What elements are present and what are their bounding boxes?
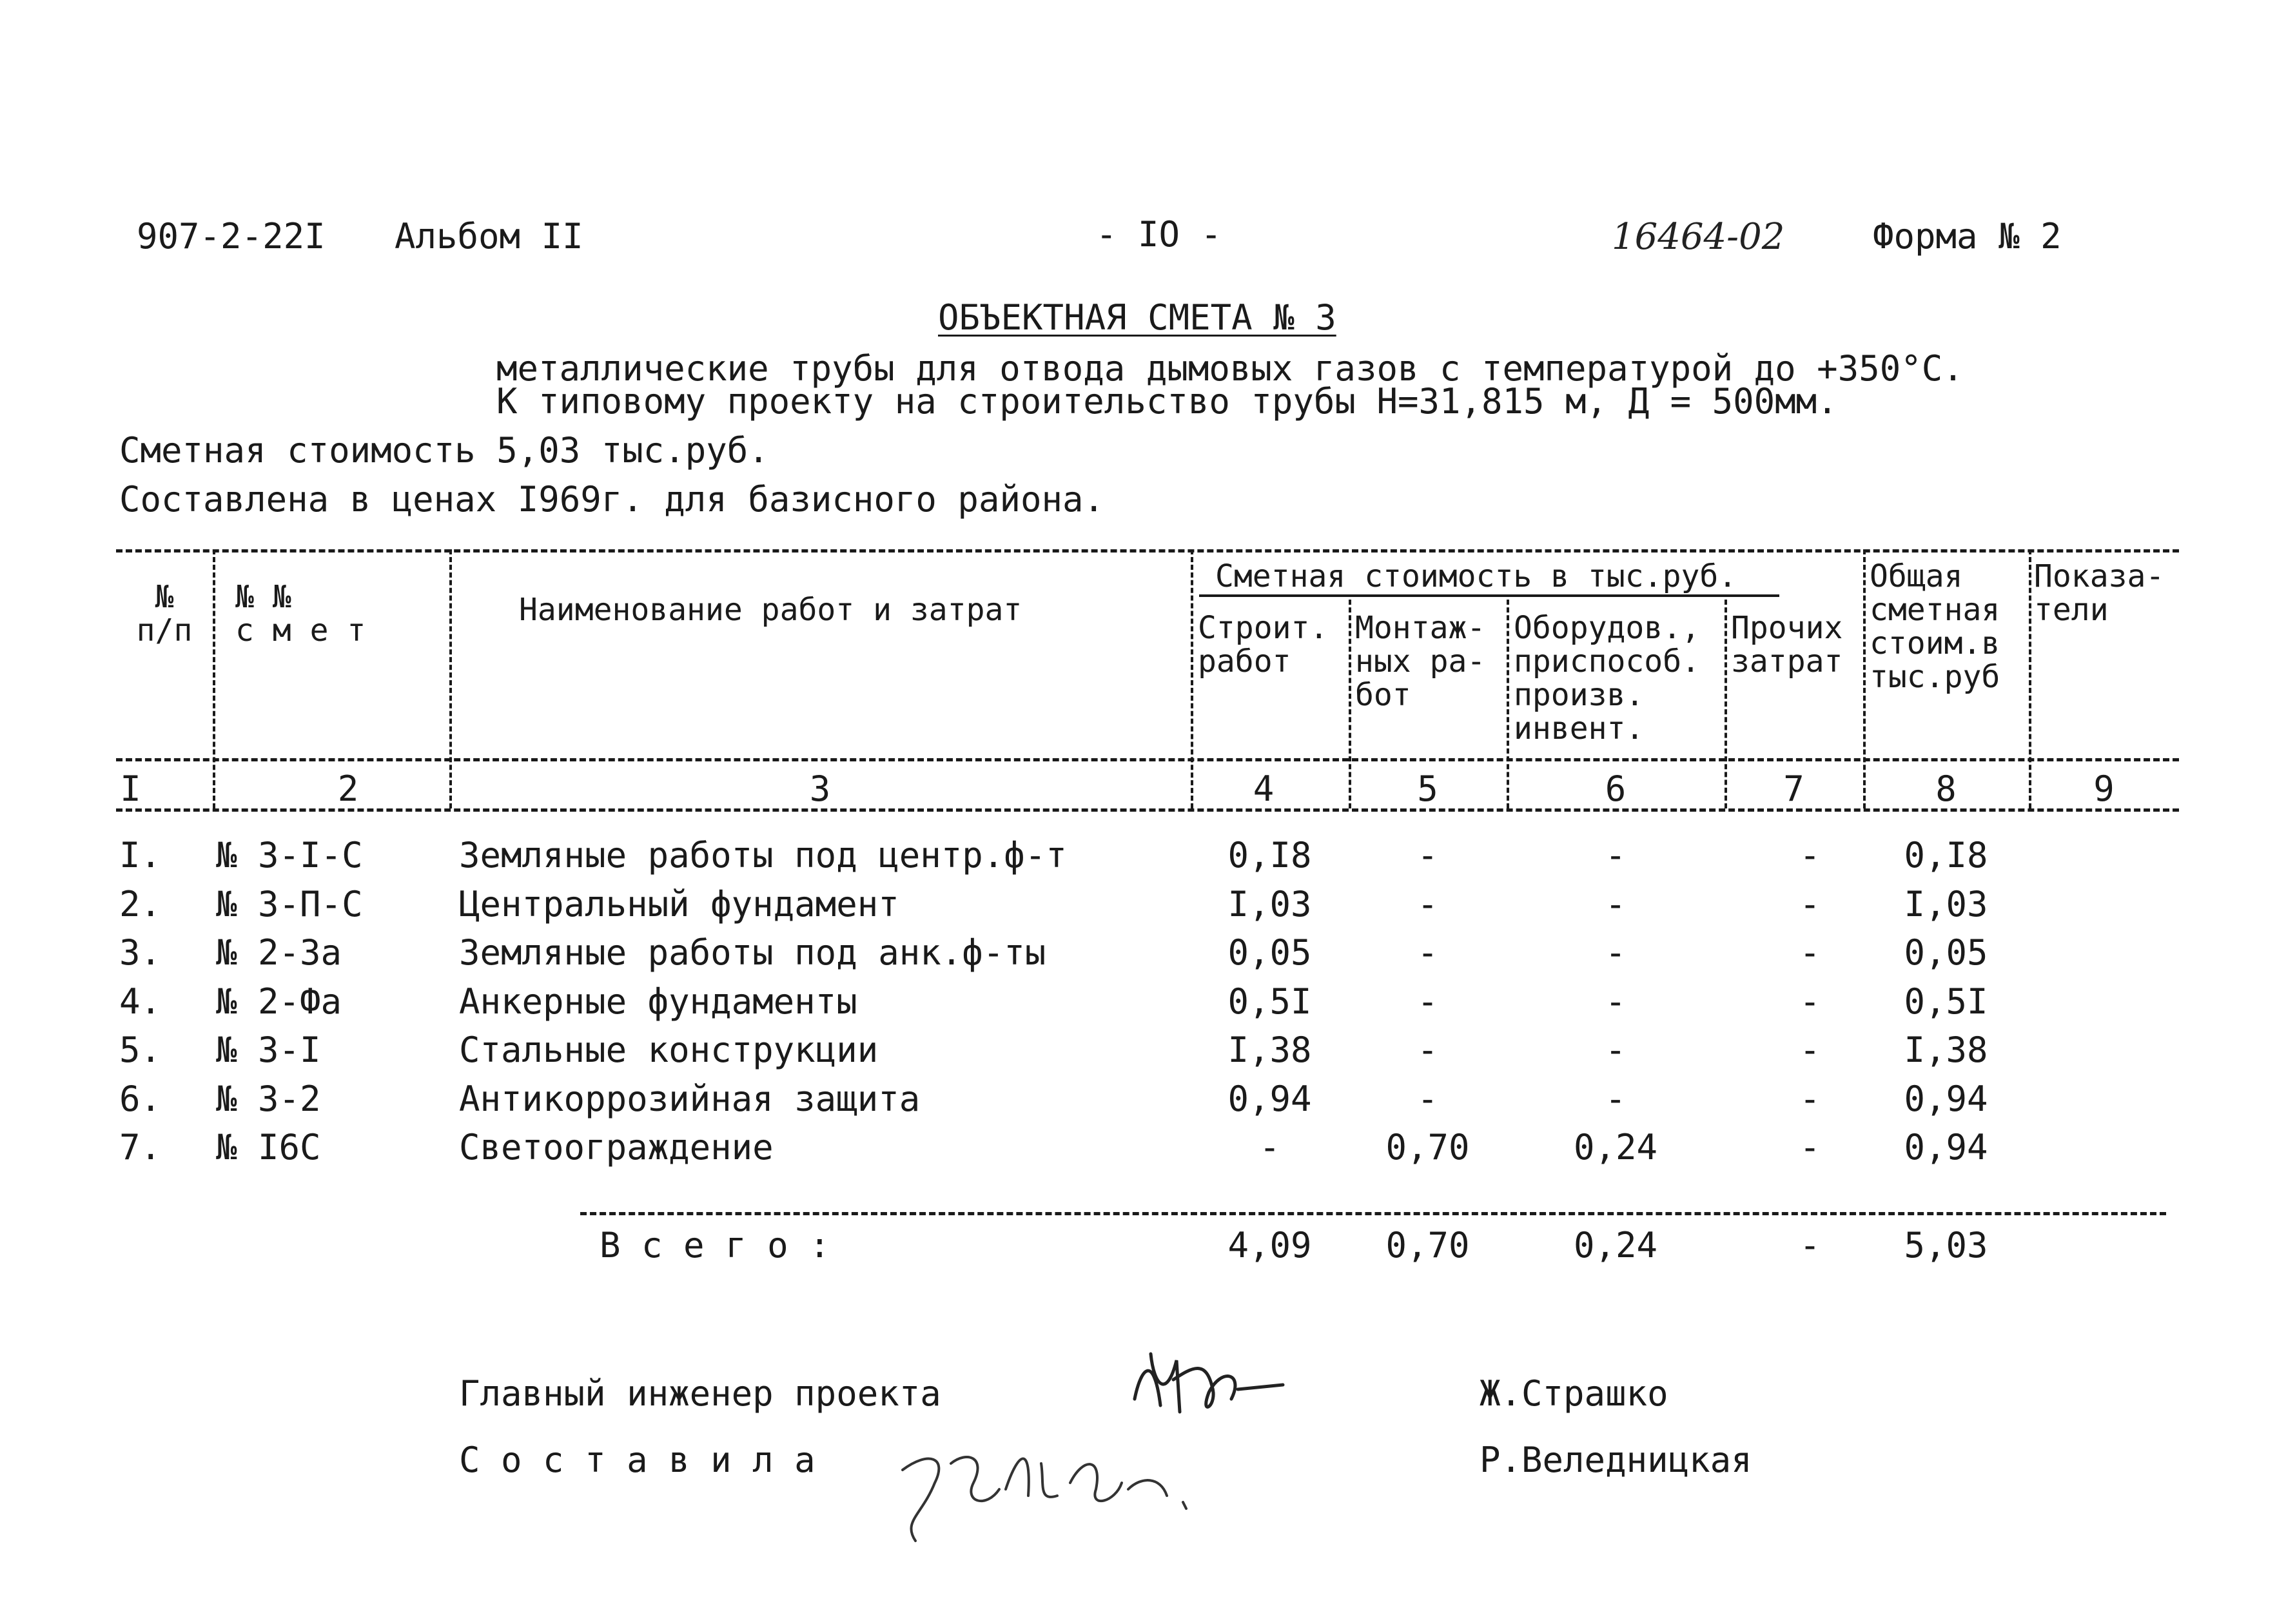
col-number-3: 3 bbox=[809, 768, 831, 809]
chief-engineer-label: Главный инженер проекта bbox=[459, 1373, 941, 1414]
row-name: Светоограждение bbox=[459, 1127, 774, 1168]
row-c4: I,38 bbox=[1227, 1030, 1312, 1070]
row-c4: 0,94 bbox=[1227, 1078, 1312, 1119]
row-c5: 0,70 bbox=[1385, 1127, 1470, 1168]
handwritten-number: 16464-02 bbox=[1612, 216, 1785, 258]
group-header-rule bbox=[1199, 594, 1779, 597]
title-line-1: металлические трубы для отвода дымовых газов с температурой до +350°C. bbox=[496, 348, 1964, 389]
col-header-name: Наименование работ и затрат bbox=[519, 592, 1022, 628]
col-number-6: 6 bbox=[1605, 768, 1627, 809]
row-c6: - bbox=[1605, 835, 1627, 876]
row-c6: - bbox=[1605, 1078, 1627, 1119]
row-number: 6. bbox=[119, 1078, 162, 1119]
row-smeta: № 3-2 bbox=[216, 1078, 321, 1119]
total-rule bbox=[580, 1212, 2166, 1215]
total-c6: 0,24 bbox=[1573, 1225, 1658, 1266]
header-bottom-rule bbox=[116, 758, 2179, 761]
album-label: Альбом II bbox=[395, 216, 583, 257]
row-c5: - bbox=[1417, 1078, 1438, 1119]
col-header-smet: № № с м е т bbox=[235, 579, 366, 649]
row-c4: - bbox=[1259, 1127, 1280, 1168]
row-c5: - bbox=[1417, 981, 1438, 1022]
doc-code: 907-2-22I bbox=[137, 216, 326, 257]
col-header-9: Показа- тели bbox=[2034, 558, 2165, 628]
row-c8: 0,05 bbox=[1904, 932, 1988, 973]
col-number-9: 9 bbox=[2093, 768, 2115, 809]
row-name: Центральный фундамент bbox=[459, 883, 899, 925]
row-c6: 0,24 bbox=[1573, 1127, 1658, 1168]
row-c8: 0,94 bbox=[1904, 1078, 1988, 1119]
row-c7: - bbox=[1799, 981, 1821, 1022]
total-label: В с е г о : bbox=[600, 1225, 830, 1266]
row-c8: 0,I8 bbox=[1904, 835, 1988, 876]
row-number: 4. bbox=[119, 981, 162, 1022]
col-header-8: Общая сметная стоим.в тыс.руб bbox=[1870, 558, 2000, 695]
row-c6: - bbox=[1605, 1030, 1627, 1070]
row-smeta: № 3-I-С bbox=[216, 835, 363, 876]
row-smeta: № I6С bbox=[216, 1127, 321, 1168]
row-c4: I,03 bbox=[1227, 883, 1312, 925]
col-header-7: Прочих затрат bbox=[1731, 610, 1843, 680]
table-top-rule bbox=[116, 549, 2179, 553]
col-divider-3 bbox=[1191, 549, 1193, 808]
estimate-heading: ОБЪЕКТНАЯ СМЕТА № 3 bbox=[938, 297, 1336, 338]
col-number-5: 5 bbox=[1417, 768, 1438, 809]
row-c4: 0,I8 bbox=[1227, 835, 1312, 876]
compiler-signature bbox=[890, 1412, 1225, 1567]
row-c8: 0,94 bbox=[1904, 1127, 1988, 1168]
prices-note: Составлена в ценах I969г. для базисного района. bbox=[119, 479, 1105, 520]
total-c8: 5,03 bbox=[1904, 1225, 1988, 1266]
row-c5: - bbox=[1417, 1030, 1438, 1070]
row-smeta: № 3-П-С bbox=[216, 883, 363, 925]
row-name: Земляные работы под анк.ф-ты bbox=[459, 932, 1046, 973]
row-name: Стальные конструкции bbox=[459, 1030, 879, 1070]
total-c5: 0,70 bbox=[1385, 1225, 1470, 1266]
row-c5: - bbox=[1417, 932, 1438, 973]
chief-engineer-name: Ж.Страшко bbox=[1480, 1373, 1668, 1414]
col-header-6: Оборудов., приспособ. произв. инвент. bbox=[1514, 610, 1700, 747]
row-c8: 0,5I bbox=[1904, 981, 1988, 1022]
row-c5: - bbox=[1417, 883, 1438, 925]
row-name: Анкерные фундаменты bbox=[459, 981, 857, 1022]
col-header-group: Сметная стоимость в тыс.руб. bbox=[1215, 558, 1737, 594]
row-c7: - bbox=[1799, 932, 1821, 973]
col-number-1: I bbox=[120, 768, 141, 809]
col-header-4: Строит. работ bbox=[1198, 610, 1329, 680]
compiled-by-label: С о с т а в и л а bbox=[459, 1440, 816, 1480]
row-c4: 0,5I bbox=[1227, 981, 1312, 1022]
estimated-cost: Сметная стоимость 5,03 тыс.руб. bbox=[119, 430, 769, 471]
row-c7: - bbox=[1799, 835, 1821, 876]
col-number-4: 4 bbox=[1253, 768, 1275, 809]
col-divider-1 bbox=[213, 549, 215, 808]
row-number: 3. bbox=[119, 932, 162, 973]
row-smeta: № 3-I bbox=[216, 1030, 321, 1070]
row-name: Антикоррозийная защита bbox=[459, 1078, 921, 1119]
col-header-num: № п/п bbox=[136, 579, 193, 649]
row-smeta: № 2-Фа bbox=[216, 981, 342, 1022]
row-c8: I,03 bbox=[1904, 883, 1988, 925]
row-c6: - bbox=[1605, 981, 1627, 1022]
row-smeta: № 2-3а bbox=[216, 932, 342, 973]
row-c5: - bbox=[1417, 835, 1438, 876]
title-line-2: К типовому проекту на строительство трубы Н=31,815 м, Д = 500мм. bbox=[496, 381, 1838, 422]
row-c8: I,38 bbox=[1904, 1030, 1988, 1070]
col-number-8: 8 bbox=[1935, 768, 1957, 809]
compiled-by-name: Р.Веледницкая bbox=[1480, 1440, 1752, 1480]
row-number: 7. bbox=[119, 1127, 162, 1168]
row-name: Земляные работы под центр.ф-т bbox=[459, 835, 1067, 876]
row-c7: - bbox=[1799, 883, 1821, 925]
form-label: Форма № 2 bbox=[1873, 216, 2062, 257]
row-c4: 0,05 bbox=[1227, 932, 1312, 973]
row-number: I. bbox=[119, 835, 162, 876]
row-c6: - bbox=[1605, 932, 1627, 973]
row-number: 2. bbox=[119, 883, 162, 925]
row-c6: - bbox=[1605, 883, 1627, 925]
total-c4: 4,09 bbox=[1227, 1225, 1312, 1266]
col-number-2: 2 bbox=[337, 768, 359, 809]
page-number: - IO - bbox=[1096, 214, 1222, 255]
col-number-7: 7 bbox=[1783, 768, 1804, 809]
row-c7: - bbox=[1799, 1127, 1821, 1168]
col-header-5: Монтаж- ных ра- бот bbox=[1355, 610, 1486, 713]
row-c7: - bbox=[1799, 1078, 1821, 1119]
row-number: 5. bbox=[119, 1030, 162, 1070]
total-c7: - bbox=[1799, 1225, 1821, 1266]
row-c7: - bbox=[1799, 1030, 1821, 1070]
